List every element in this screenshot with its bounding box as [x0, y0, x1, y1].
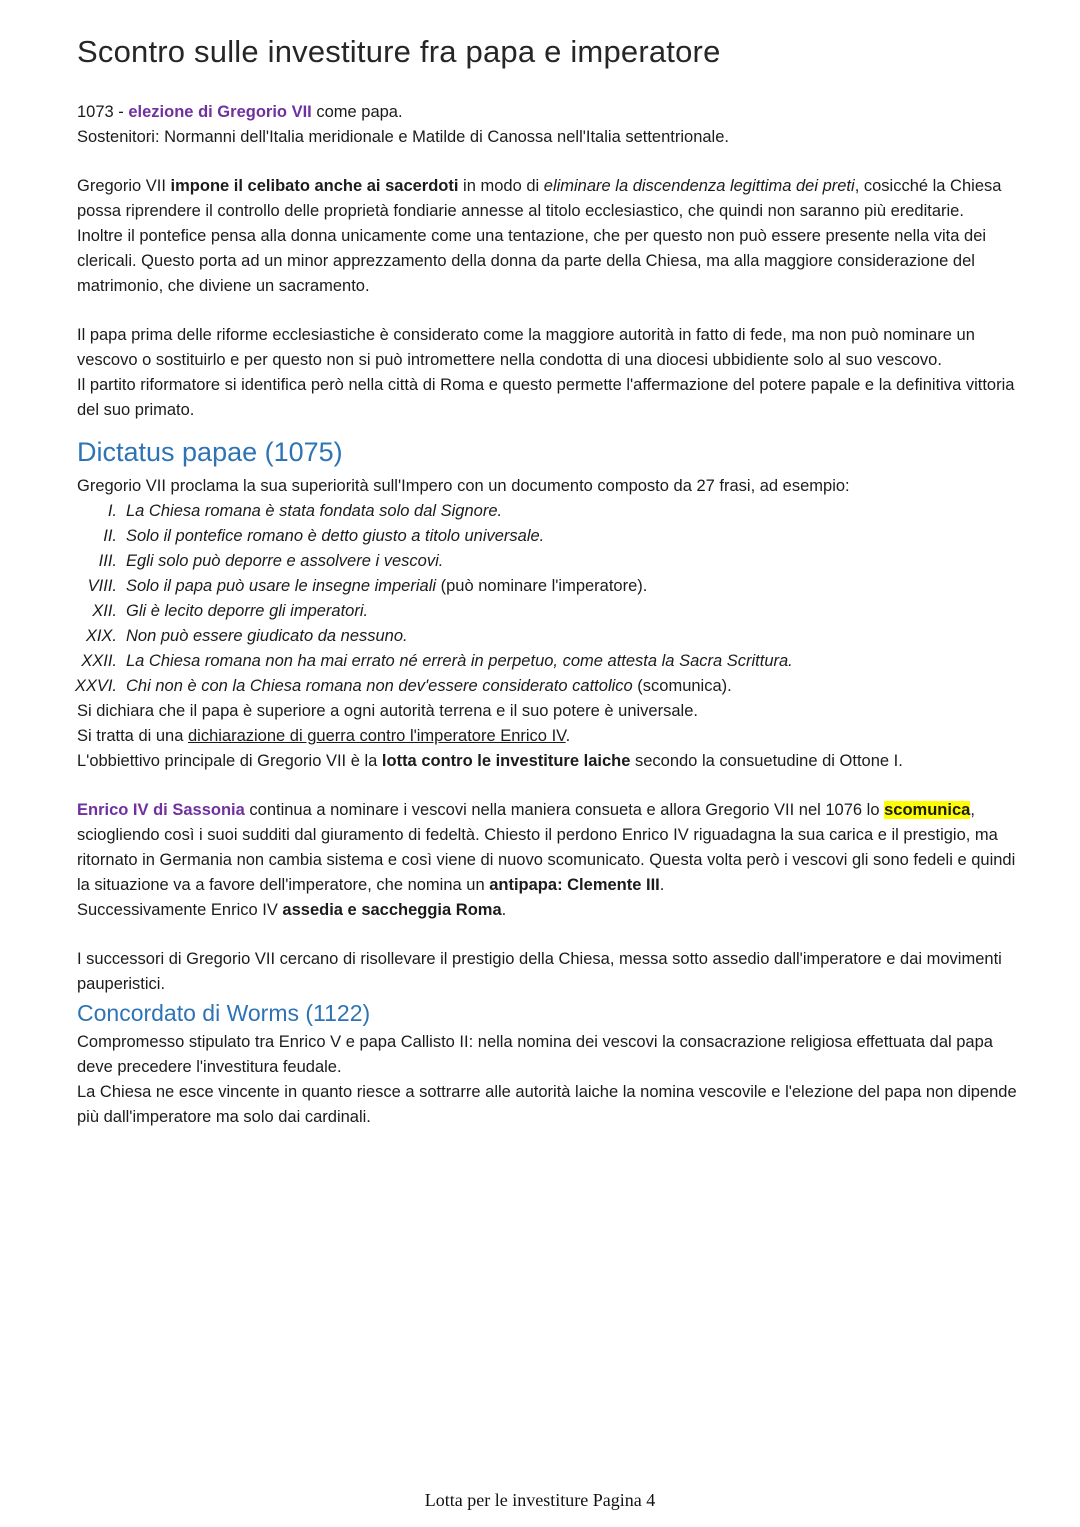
roman-numeral: XXII. — [81, 652, 117, 670]
page-footer — [0, 1490, 1080, 1511]
papal-authority-block-2: Il partito riformatore si identifica però nella città di Roma e questo permette l'affermazione del potere papale e la definitiva vittoria del suo primato. — [77, 376, 1015, 419]
list-item-text: Egli solo può deporre e assolvere i vescovi. — [126, 552, 444, 570]
list-item — [67, 649, 1015, 674]
list-item — [67, 624, 1015, 649]
list-item — [67, 549, 1015, 574]
war-declaration-underlined: dichiarazione di guerra contro l'imperatore Enrico IV — [187, 727, 566, 745]
list-item — [67, 499, 1015, 524]
celibacy-italic-run: eliminare la discendenza legittima dei preti — [543, 177, 855, 195]
celibacy-paragraph — [77, 174, 1022, 299]
footer-page-number: Pagina 4 — [592, 1490, 656, 1510]
celibacy-run-5: , cosicché la Chiesa possa riprendere il controllo delle proprietà fondiarie annesse al titolo ecclesiastico, che quindi non saranno più ereditarie. — [77, 177, 1002, 220]
conclusion-line-2: Si tratta di una dichiarazione di guerra contro l'imperatore Enrico IV. — [77, 727, 571, 745]
conclusion-line-3: L'obbiettivo principale di Gregorio VII è la lotta contro le investiture laiche secondo la consuetudine di Ottone I. — [77, 752, 903, 770]
celibacy-bold-run: impone il celibato anche ai sacerdoti — [170, 177, 459, 195]
dictatus-intro: Gregorio VII proclama la sua superiorità sull'Impero con un documento composto da 27 frasi, ad esempio: — [77, 477, 850, 495]
celibacy-run-3: in modo di — [458, 177, 544, 195]
antipapa-emphasis: antipapa: Clemente III — [489, 876, 660, 894]
celibacy-block-1 — [77, 174, 1022, 224]
election-line — [77, 100, 1022, 125]
papal-authority-block-1: Il papa prima delle riforme ecclesiastiche è considerato come la maggiore autorità in fatto di fede, ma non può nominare un vescovo o sostituirlo e per questo non si può intromettere nella condotta di una diocesi ubbidiente solo al suo vescovo. — [77, 326, 975, 369]
list-item-text: Solo il papa può usare le insegne imperiali (può nominare l'imperatore). — [126, 577, 648, 595]
list-item-text: Solo il pontefice romano è detto giusto a titolo universale. — [126, 527, 545, 545]
lay-investiture-emphasis: lotta contro le investiture laiche — [381, 752, 631, 770]
intro-paragraph — [77, 100, 1022, 150]
roman-numeral: VIII. — [87, 577, 117, 595]
scomunica-highlight: scomunica — [884, 801, 971, 819]
celibacy-run-1: Gregorio VII — [77, 177, 171, 195]
worms-block-2: La Chiesa ne esce vincente in quanto riesce a sottrarre alle autorità laiche la nomina vescovile e l'elezione del papa non dipende più dall'imperatore ma solo dai cardinali. — [77, 1083, 1017, 1126]
roman-numeral: III. — [98, 552, 117, 570]
roman-numeral: XIX. — [85, 627, 117, 645]
excommunication-block-2: Successivamente Enrico IV assedia e saccheggia Roma. — [77, 901, 507, 919]
dictatus-list — [67, 499, 1015, 699]
list-item — [67, 599, 1015, 624]
gregorio-election-emphasis: elezione di Gregorio VII — [128, 103, 312, 121]
celibacy-block-2: Inoltre il pontefice pensa alla donna unicamente come una tentazione, che per questo non può essere presente nella vita dei clericali. Questo porta ad un minor apprezzamento della donna da parte della Chiesa, ma alla maggiore considerazione del matrimonio, che diviene un sacramento. — [77, 227, 987, 295]
roman-numeral: II. — [103, 527, 117, 545]
conclusion-line-1: Si dichiara che il papa è superiore a ogni autorità terrena e il suo potere è universale. — [77, 702, 698, 720]
roman-numeral: XII. — [92, 602, 117, 620]
dictatus-conclusions — [77, 699, 1022, 774]
papal-authority-paragraph — [77, 323, 1022, 423]
excommunication-paragraph — [77, 798, 1022, 923]
roman-numeral: XXVI. — [74, 677, 117, 695]
section-heading-concordato-worms: Concordato di Worms (1122) — [77, 1000, 371, 1026]
section-heading-dictatus-papae: Dictatus papae (1075) — [77, 437, 343, 467]
list-item-text: La Chiesa romana è stata fondata solo dal Signore. — [126, 502, 503, 520]
list-item — [67, 524, 1015, 549]
roman-numeral: I. — [107, 502, 117, 520]
list-item-text: Non può essere giudicato da nessuno. — [126, 627, 408, 645]
page-title: Scontro sulle investiture fra papa e imperatore — [77, 34, 721, 69]
intro-pre-text: 1073 - — [77, 103, 129, 121]
successors-paragraph: I successori di Gregorio VII cercano di risollevare il prestigio della Chiesa, messa sotto assedio dall'imperatore e dai movimenti pauperistici. — [77, 950, 1002, 993]
list-item-text: Gli è lecito deporre gli imperatori. — [126, 602, 369, 620]
footer-section-name: Lotta per le investiture — [424, 1490, 589, 1510]
list-item — [67, 574, 1015, 599]
supporters-line: Sostenitori: Normanni dell'Italia meridionale e Matilde di Canossa nell'Italia settentrionale. — [77, 128, 729, 146]
worms-block-1: Compromesso stipulato tra Enrico V e papa Callisto II: nella nomina dei vescovi la consacrazione religiosa effettuata dal papa deve precedere l'investitura feudale. — [77, 1033, 993, 1076]
list-item-text: La Chiesa romana non ha mai errato né errerà in perpetuo, come attesta la Sacra Scrittura. — [126, 652, 793, 670]
list-item-text: Chi non è con la Chiesa romana non dev'essere considerato cattolico (scomunica). — [126, 677, 732, 695]
worms-paragraph — [77, 1030, 1022, 1130]
intro-post-text: come papa. — [311, 103, 403, 121]
list-item — [67, 674, 1015, 699]
enrico-iv-emphasis: Enrico IV di Sassonia — [77, 801, 245, 819]
excommunication-block-1: Enrico IV di Sassonia continua a nominare i vescovi nella maniera consueta e allora Gregorio VII nel 1076 lo scomunica, sciogliendo così i suoi sudditi dal giuramento di fedeltà. Chiesto il perdono Enrico IV riguadagna la sua carica e il prestigio, ma ritornato in Germania non cambia sistema e così viene di nuovo scomunicato. Questa volta però i vescovi gli sono fedeli e quindi la situazione va a favore dell'imperatore, che nomina un antipapa: Clemente III. — [77, 801, 1016, 894]
sack-of-rome-emphasis: assedia e saccheggia Roma — [282, 901, 502, 919]
